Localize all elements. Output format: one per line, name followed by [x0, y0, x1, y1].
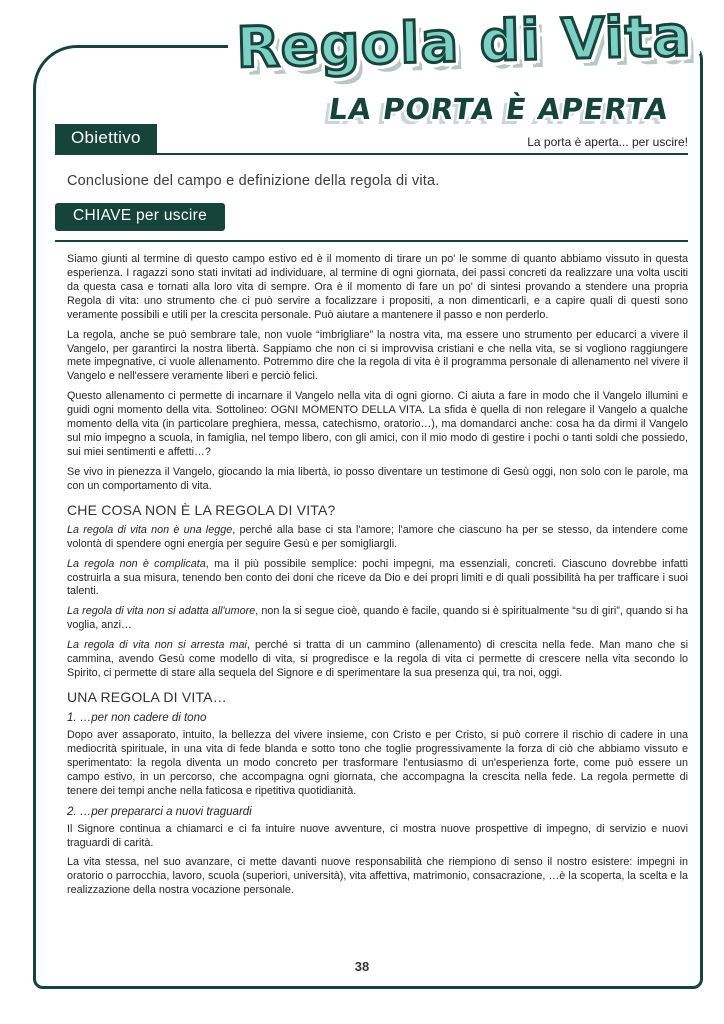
paragraph-rest: , non la si segue cioè, quando è facile, quando si è spiritualmente “su di giri”, quando si ha voglia, anzi…: [67, 605, 688, 632]
key-label: CHIAVE per uscire: [55, 203, 225, 231]
page-subtitle: LA PORTA È APERTA: [326, 92, 671, 126]
paragraph: Siamo giunti al termine di questo campo estivo ed è il momento di tirare un po' le somme di quanto abbiamo vissuto in questa esperienza. I ragazzi sono stati invitati ad individuare, al termine di ogni giornata, dei passi concreti da realizzare una volta usciti da questa casa e tornati alla loro vita di sempre. Ora è il momento di fare un po' di sintesi provando a stendere una propria Regola di vita: uno strumento che ci può servire a focalizzare i propositi, a non dimenticarli, e a capire quali di questi sono veramente possibili e utili per la crescita personale. Può aiutare a mantenere il passo e non perderlo.: [67, 253, 688, 321]
paragraph-lead: La regola di vita non si adatta all'umore: [67, 605, 256, 618]
paragraph: [67, 524, 688, 552]
paragraph: Dopo aver assaporato, intuito, la bellezza del vivere insieme, con Cristo e per Cristo, si può correre il rischio di cadere in una mediocrità spirituale, in una vita di fede blanda e sotto tono che toglie progressivamente la forza di ciò che abbiamo vissuto e sperimentato: la regola diventa un modo concreto per trasformare l'entusiasmo di un'esperienza forte, come può essere un campo estivo, in un percorso, che accompagna ogni giornata, che accompagna la crescita nella fede. La regola permette di tenere dei tempi anche nella faticosa e ripetitiva quotidianità.: [67, 728, 688, 797]
page-number: 38: [354, 959, 370, 974]
page-title: Regola di Vita: [235, 4, 693, 81]
paragraph-rest: , perché alla base ci sta l'amore; l'amore che ciascuno ha per se stesso, da intendere come volontà di spendere ogni energia per seguire Gesù e per somigliargli.: [67, 523, 688, 550]
divider-line: [55, 240, 688, 242]
objective-label: Obiettivo: [55, 124, 157, 153]
sub-heading-2: 2. …per prepararci a nuovi traguardi: [67, 805, 252, 818]
paragraph: [67, 605, 688, 633]
section-heading-not-rule: CHE COSA NON È LA REGOLA DI VITA?: [67, 501, 336, 518]
key-label-row: [55, 203, 688, 231]
paragraph-lead: La regola di vita non è una legge: [67, 523, 233, 536]
paragraph-rest: , ma il più possibile semplice: pochi impegni, ma essenziali, concreti. Ciascuno dovrebbe infatti costruirla a sua misura, tenendo ben conto dei doni che riceve da Dio e dei propri limiti e di quali possibilità ha per trafficare i suoi talenti.: [67, 557, 688, 598]
paragraph: Il Signore continua a chiamarci e ci fa intuire nuove avventure, ci mostra nuove prospettive di impegno, di servizio e nuovi traguardi di carità.: [67, 822, 688, 849]
sub-heading-1: 1. …per non cadere di tono: [67, 711, 207, 724]
paragraph: Questo allenamento ci permette di incarnare il Vangelo nella vita di ogni giorno. Ci aiuta a fare in modo che il Vangelo illumini e guidi ogni momento della vita. Sottolineo: OGNI MOMENTO DELLA VITA. La sfida è quella di non relegare il Vangelo a qualche momento della vita (in particolare preghiera, messa, catechismo, oratorio…), ma domandarci anche: cosa ha da dirmi il Vangelo sul mio impegno a scuola, in famiglia, nel tempo libero, con gli amici, con il mio modo di gestire i pochi o tanti soldi che possiedo, sui miei sentimenti e affetti…?: [67, 390, 688, 458]
paragraph: La regola, anche se può sembrare tale, non vuole “imbrigliare” la nostra vita, ma essere uno strumento per educarci a vivere il Vangelo, per garantirci la nostra libertà. Sappiamo che non ci si improvvisa cristiani e che nella vita, se si vogliono raggiungere mete impegnative, ci vuole allenamento. Potremmo dire che la regola di vita è il programma personale di allenamento nel vivere il Vangelo e nell'essere veramente liberi e perciò felici.: [67, 328, 688, 383]
tagline: La porta è aperta... per uscire!: [527, 135, 688, 149]
summary-text: Conclusione del campo e definizione della regola di vita.: [67, 173, 440, 189]
body-text: [67, 253, 688, 898]
section-heading-rule: UNA REGOLA DI VITA…: [67, 688, 227, 705]
paragraph-rest: , perché si tratta di un cammino (allenamento) di crescita nella fede. Man mano che si cammina, avendo Gesù come modello di vita, si progredisce e la regola di vita ci permette di crescere nella vita secondo lo Spirito, ci permette di stare alla sequela del Signore e di sperimentare la sua presenza qui, tra noi, oggi.: [67, 639, 688, 680]
objective-row: [55, 124, 688, 155]
content-area: [55, 124, 688, 904]
paragraph: La vita stessa, nel suo avanzare, ci mette davanti nuove responsabilità che riempiono di senso il nostro esistere: impegni in oratorio o parrocchia, lavoro, scuola (superiori, università), vita affettiva, matrimonio, consacrazione, …è la scoperta, la scelta e la realizzazione della nostra vocazione personale.: [67, 856, 688, 897]
paragraph-lead: La regola di vita non si arresta mai: [67, 639, 247, 652]
paragraph: Se vivo in pienezza il Vangelo, giocando la mia libertà, io posso diventare un testimone di Gesù oggi, non solo con le parole, ma con un comportamento di vita.: [67, 465, 688, 492]
paragraph: [67, 639, 688, 681]
paragraph-lead: La regola non è complicata: [67, 557, 206, 570]
paragraph: [67, 558, 688, 600]
